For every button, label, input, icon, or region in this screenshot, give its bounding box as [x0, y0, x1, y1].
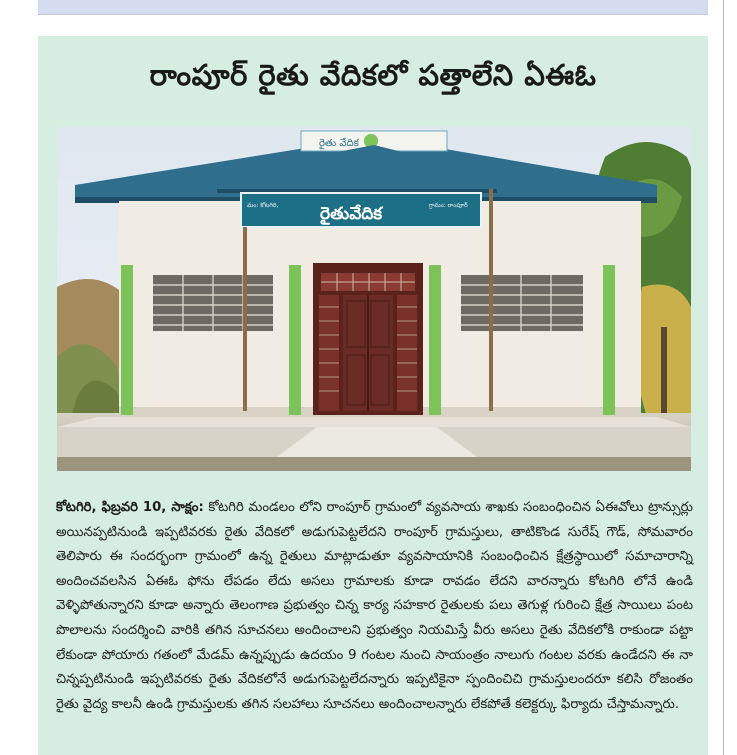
article-panel — [38, 36, 708, 755]
board-right-text: గ్రామం: రాంపూర్ — [429, 202, 468, 209]
roof-sign-text: రైతు వేదిక — [319, 138, 359, 149]
article-dateline: కోటగిరి, ఫిబ్రవరి 10, సాక్షం: — [56, 500, 204, 515]
top-strip — [38, 0, 708, 15]
article-body — [56, 496, 693, 717]
board-left-text: మం: కోటగిరి, — [247, 202, 279, 209]
page-edge-rule — [723, 0, 724, 755]
board-main-text: రైతువేదిక — [320, 204, 383, 224]
article-body-text: కోటగిరి మండలం లోని రాంపూర్ గ్రామంలో వ్యవసాయ శాఖకు సంబంధించిన ఏఈవోలు ట్రాన్సుర్లు అయినప్పటినుండి ఇప్పటివరకు రైతు వేదికలో అడుగుపెట్టలేదని రాంపూర్ గ్రామస్తులు, తాటికొండ సురేష్ గౌడ్, సోమవారం తెలిపారు ఈ సందర్భంగా గ్రామంలో ఉన్న రైతులు మాట్లాడుతూ వ్యవసాయానికి సంబంధించిన క్షేత్రస్థాయిలో సమాచారాన్ని అందించవలసిన ఏఈఓ ఫోను లేపడం లేదు అసలు గ్రామాలకు కూడా రావడం లేదని వారన్నారు కోటగిరి లోనే ఉండి వెళ్ళిపోతున్నారని కూడా అన్నారు తెలంగాణ ప్రభుత్వం చిన్న కార్య సహకార రైతులకు పలు తెగుళ్ల గురించి క్షేత్ర సాయిలు పంట పొలాలను సందర్శించి వారికి తగిన సూచనలు అందించాలని ప్రభుత్వం నియమిస్తే వీరు అసలు రైతు వేదికలోకి రాకుండా పట్టా లేకుండా పోయారు గతంలో మేడమ్ ఉన్నప్పుడు ఉదయం 9 గంటల నుంచి సాయంత్రం నాలుగు గంటల వరకు ఉండేదని ఈ నా చిన్నప్పటినుండి ఇప్పటివరకు రైతు వేదికలోనే అడుగుపెట్టలేదన్నారు ఇప్పటికైనా స్పందించిచి గ్రామస్తులందరూ కలిసి రోజంతం రైతు వైద్య కాలనీ ఉండి గ్రామస్తులకు తగిన సలహాలు సూచనలు అందించాలన్నారు లేకపోతే కలెక్టర్కు ఫిర్యాదు చేస్తామన్నారు. — [56, 500, 693, 712]
article-headline: రాంపూర్ రైతు వేదికలో పత్తాలేని ఏఈఓ — [149, 58, 597, 92]
building-photo — [57, 127, 691, 471]
